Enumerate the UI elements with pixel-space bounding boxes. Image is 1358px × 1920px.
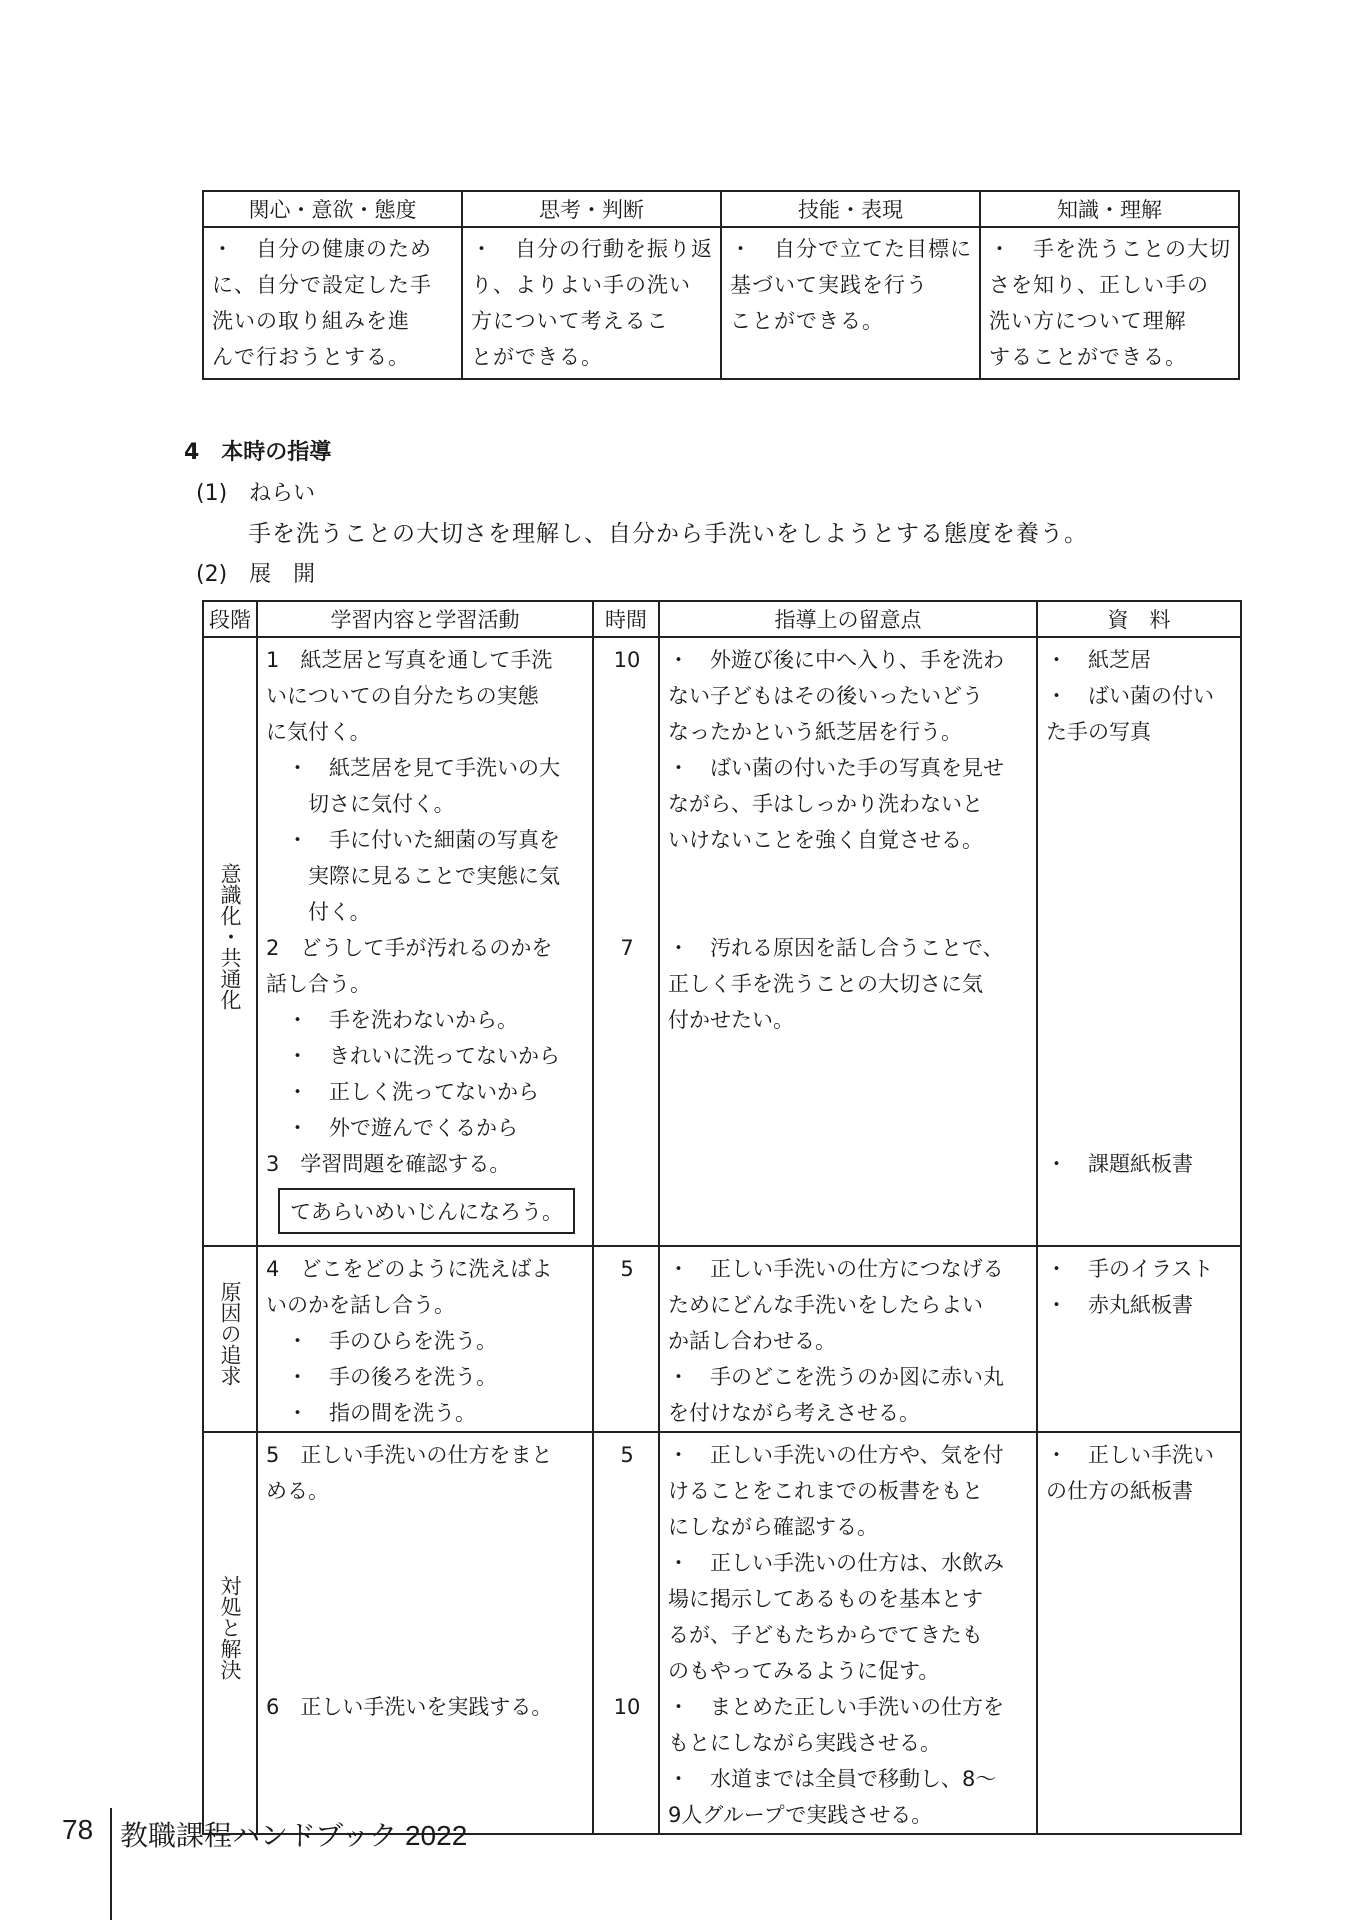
eval-header-interest: 関心・意欲・態度 (203, 191, 462, 227)
aim-text: 手を洗うことの大切さを理解し、自分から手洗いをしようとする態度を養う。 (248, 521, 1088, 547)
book-title: 教職課程ハンドブック 2022 (120, 1820, 468, 1851)
text-line: か話し合わせる。 (668, 1329, 836, 1353)
text-line: ・ まとめた正しい手洗いの仕方を (668, 1695, 1004, 1719)
text-line: ことができる。 (730, 309, 884, 333)
text-line: ・ 正しい手洗い (1046, 1443, 1214, 1467)
text-line: ・ 手を洗わないから。 (266, 1008, 518, 1032)
text-line: さを知り、正しい手の (989, 273, 1209, 297)
lesson-plan-table (202, 600, 1242, 1835)
time-value: 10 (613, 1695, 641, 1719)
activities-cell (257, 637, 593, 1246)
notes-cell (659, 637, 1037, 1246)
section-heading: 4 本時の指導 (184, 440, 332, 465)
text-line: ・ 正しい手洗いの仕方や、気を付 (668, 1443, 1004, 1467)
activities-cell (257, 1246, 593, 1432)
plan-row-stage-3 (203, 1432, 1241, 1834)
text-line: ・ きれいに洗ってないから (266, 1044, 560, 1068)
time-value: 5 (620, 1443, 634, 1467)
text-line: なったかという紙芝居を行う。 (668, 720, 962, 744)
text-line: 実際に見ることで実態に気 (266, 864, 560, 888)
stage-cell (203, 637, 257, 1246)
activities-cell (257, 1432, 593, 1834)
text-line: に、自分で設定した手 (212, 273, 432, 297)
eval-cell-knowledge (980, 227, 1239, 379)
evaluation-body-row (203, 227, 1239, 379)
materials-cell (1037, 1432, 1241, 1834)
text-line: のもやってみるように促す。 (668, 1659, 940, 1683)
eval-header-knowledge: 知識・理解 (980, 191, 1239, 227)
text-line: ・ 手のイラスト (1046, 1257, 1214, 1281)
text-line: ・ ばい菌の付いた手の写真を見せ (668, 756, 1004, 780)
text-line: ・ 紙芝居を見て手洗いの大 (266, 756, 560, 780)
footer-divider (110, 1808, 112, 1920)
text-line: とができる。 (471, 345, 603, 369)
text-line: 4 どこをどのように洗えばよ (266, 1257, 553, 1281)
text-line: 3 学習問題を確認する。 (266, 1152, 511, 1176)
text-line: もとにしながら実践させる。 (668, 1731, 941, 1755)
text-line: 付かせたい。 (668, 1008, 794, 1032)
notes-cell (659, 1246, 1037, 1432)
text-line: ・ 手を洗うことの大切 (989, 237, 1231, 261)
text-line: ・ 課題紙板書 (1046, 1152, 1193, 1176)
text-line: 1 紙芝居と写真を通して手洗 (266, 648, 553, 672)
text-line: を付けながら考えさせる。 (668, 1401, 920, 1425)
materials-cell (1037, 637, 1241, 1246)
text-line: ・ 汚れる原因を話し合うことで、 (668, 936, 1004, 960)
evaluation-criteria-table (202, 190, 1240, 380)
eval-header-thinking: 思考・判断 (462, 191, 721, 227)
text-line: ・ 正しい手洗いの仕方につなげる (668, 1257, 1004, 1281)
text-line: ・ 外で遊んでくるから (266, 1116, 518, 1140)
text-line: いのかを話し合う。 (266, 1293, 455, 1317)
materials-cell (1037, 1246, 1241, 1432)
plan-row-stage-2 (203, 1246, 1241, 1432)
time-value: 10 (613, 648, 641, 672)
stage-label: 意識化・共通化 (218, 862, 242, 1010)
text-line: いについての自分たちの実態 (266, 684, 539, 708)
text-line: ・ 手に付いた細菌の写真を (266, 828, 560, 852)
learning-problem-box: てあらいめいじんになろう。 (278, 1188, 575, 1234)
plan-row-stage-1 (203, 637, 1241, 1246)
text-line: 基づいて実践を行う (730, 273, 928, 297)
plan-header-row (203, 601, 1241, 637)
text-line: り、よりよい手の洗い (471, 273, 691, 297)
text-line: 6 正しい手洗いを実践する。 (266, 1695, 553, 1719)
plan-header-activities: 学習内容と学習活動 (257, 601, 593, 637)
subsection-development-heading: (2) 展 開 (196, 562, 316, 587)
text-line: ・ 紙芝居 (1046, 648, 1151, 672)
text-line: ながら、手はしっかり洗わないと (668, 792, 983, 816)
text-line: ためにどんな手洗いをしたらよい (668, 1293, 983, 1317)
text-line: 切さに気付く。 (266, 792, 455, 816)
eval-cell-interest (203, 227, 462, 379)
page-number: 78 (62, 1814, 94, 1845)
text-line: 付く。 (266, 900, 371, 924)
time-value: 7 (620, 936, 634, 960)
text-line: ・ 自分で立てた目標に (730, 237, 972, 261)
text-line: 5 正しい手洗いの仕方をまと (266, 1443, 553, 1467)
time-cell (593, 1432, 659, 1834)
evaluation-header-row (203, 191, 1239, 227)
text-line: ・ 指の間を洗う。 (266, 1401, 476, 1425)
time-cell (593, 637, 659, 1246)
stage-label: 原因の追求 (218, 1281, 242, 1386)
text-line: 洗い方について理解 (989, 309, 1187, 333)
subsection-aim-heading: (1) ねらい (196, 481, 316, 506)
text-line: に気付く。 (266, 720, 371, 744)
text-line: 方について考えるこ (471, 309, 669, 333)
time-value: 5 (620, 1257, 634, 1281)
text-line: ・ 手の後ろを洗う。 (266, 1365, 497, 1389)
text-line: することができる。 (989, 345, 1187, 369)
eval-cell-thinking (462, 227, 721, 379)
text-line: ・ 正しい手洗いの仕方は、水飲み (668, 1551, 1004, 1575)
text-line: ・ 手のどこを洗うのか図に赤い丸 (668, 1365, 1004, 1389)
text-line: ・ 水道までは全員で移動し、8～ (668, 1767, 997, 1791)
text-line: ・ 外遊び後に中へ入り、手を洗わ (668, 648, 1004, 672)
text-line: ・ 正しく洗ってないから (266, 1080, 539, 1104)
text-line: いけないことを強く自覚させる。 (668, 828, 983, 852)
text-line: ・ 赤丸紙板書 (1046, 1293, 1193, 1317)
text-line: 洗いの取り組みを進 (212, 309, 410, 333)
eval-header-skill: 技能・表現 (721, 191, 980, 227)
text-line: 2 どうして手が汚れるのかを (266, 936, 553, 960)
time-cell (593, 1246, 659, 1432)
plan-header-time: 時間 (593, 601, 659, 637)
plan-header-stage: 段階 (203, 601, 257, 637)
text-line: ・ 自分の健康のため (212, 237, 432, 261)
text-line: 正しく手を洗うことの大切さに気 (668, 972, 983, 996)
text-line: 9人グループで実践させる。 (668, 1803, 933, 1827)
text-line: ない子どもはその後いったいどう (668, 684, 983, 708)
text-line: ・ 手のひらを洗う。 (266, 1329, 497, 1353)
text-line: める。 (266, 1479, 329, 1503)
stage-cell (203, 1246, 257, 1432)
text-line: けることをこれまでの板書をもと (668, 1479, 983, 1503)
eval-cell-skill (721, 227, 980, 379)
text-line: た手の写真 (1046, 720, 1151, 744)
stage-cell (203, 1432, 257, 1834)
text-line: るが、子どもたちからでてきたも (668, 1623, 983, 1647)
text-line: んで行おうとする。 (212, 345, 410, 369)
stage-label: 対処と解決 (218, 1575, 242, 1680)
plan-header-materials: 資 料 (1037, 601, 1241, 637)
plan-header-notes: 指導上の留意点 (659, 601, 1037, 637)
notes-cell (659, 1432, 1037, 1834)
text-line: の仕方の紙板書 (1046, 1479, 1193, 1503)
text-line: ・ 自分の行動を振り返 (471, 237, 713, 261)
text-line: ・ ばい菌の付い (1046, 684, 1214, 708)
text-line: にしながら確認する。 (668, 1515, 878, 1539)
text-line: 場に掲示してあるものを基本とす (668, 1587, 983, 1611)
text-line: 話し合う。 (266, 972, 371, 996)
